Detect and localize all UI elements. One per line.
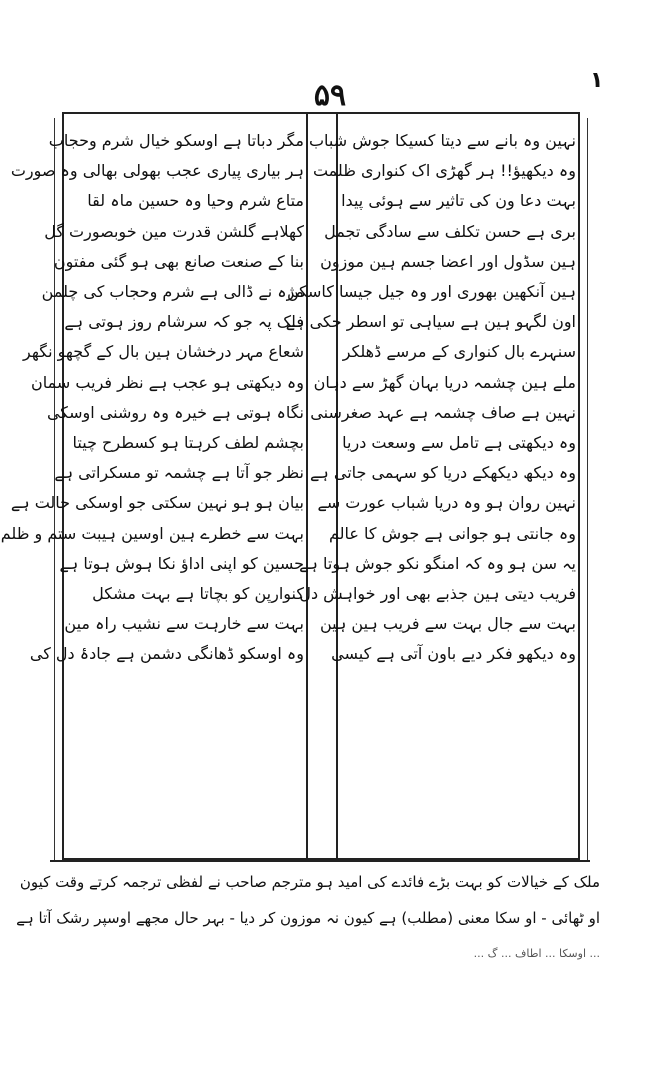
left-verse-column <box>0 126 304 670</box>
verse-line: وہ دیکھتی ہو عجب ہے نظر فریب سمان <box>31 372 304 392</box>
verse-line: ملے ہین چشمہ دریا بہان گھڑ سے دہان <box>313 372 576 392</box>
column-divider-left <box>306 112 308 860</box>
verse-line: شعاع مہر درخشان ہین بال کے گچھو نگھر <box>23 342 304 362</box>
verse-line: متاع شرم وحیا وہ حسین ماہ لقا <box>87 191 304 211</box>
verse-line: یہ سن ہو وہ کہ امنگو نکو جوش ہوتا ہے <box>299 553 576 573</box>
right-verse-column <box>285 126 576 670</box>
verse-line: وہ اوسکو ڈھانگی دشمن ہے جادۂ دل کی <box>29 644 304 664</box>
page-number: ۵۹ <box>313 78 347 113</box>
verse-line: کھلاہے گلشن قدرت مین خوبصورت گل <box>44 221 304 241</box>
verse-line: نہین روان ہو وہ دریا شباب عورت سے <box>317 493 576 513</box>
footnote-line-cut: ... اوسکا ... اطاف ... گ ... <box>473 947 600 960</box>
verse-line: بہت سے جال بہت سے فریب ہین ہین <box>319 614 576 634</box>
verse-line: نظر جو آتا ہے چشمہ تو مسکراتی ہے <box>54 463 304 483</box>
verse-line: مگر دباتا ہے اوسکو خیال شرم وحجاب <box>48 131 304 150</box>
verse-line: وہ دیکھو فکر دیے باون آتی ہے کیسی <box>331 644 576 664</box>
verse-line: فلک پہ جو کہ سرشام روز ہوتی ہے <box>64 312 304 332</box>
footnote-line: ملک کے خیالات کو بہت بڑے فائدے کی امید ہو مترجم صاحب نے لفظی ترجمہ کرتے وقت کیون <box>19 873 600 891</box>
verse-line: نہین ہے صاف چشمہ ہے عہد صغرسنی <box>310 402 576 422</box>
verse-line: وہ دیکھتی ہے تامل سے وسعت دریا <box>342 433 576 453</box>
verse-line: وہ دیکھ دیکھکے دریا کو سہمی جاتی ہے <box>310 463 576 483</box>
verse-line: بچشم لطف کرہتا ہو کسطرح چیتا <box>72 433 304 453</box>
verse-line: ہین آنکھین بھوری اور وہ جیل جیسا کاسکن <box>286 282 576 302</box>
verse-line: سنہرے بال کنواری کے مرسے ڈھلکر <box>342 342 576 362</box>
verse-line: فریب دیتی ہین جذبے بھی اور خواہش دل <box>299 584 576 604</box>
verse-line: ہین سڈول اور اعضا جسم ہین موزون <box>320 251 576 271</box>
verse-line: بیان ہو ہو نہین سکتی جو اوسکی حالت ہے <box>10 493 304 513</box>
verse-line: نہین وہ بانے سے دیتا کسیکا جوش شباب <box>308 131 576 150</box>
footnote-line: او ٹھائی - او سکا معنی (مطلب) ہے کیون نہ موزون کر دیا - بہر حال مجھے اوسپر رشک آتا ہے <box>16 909 600 927</box>
verse-line: بنا کے صنعت صانع بھی ہو گئی مفتون <box>53 251 304 271</box>
footnote <box>16 864 600 972</box>
verse-line: مژہ نے ڈالی ہے شرم وحجاب کی چلمن <box>41 282 304 302</box>
verse-line: ہر بیاری پیاری عجب بھولی بھالی وہ صورت <box>10 161 304 181</box>
verse-line: بہت دعا ون کی تاثیر سے ہوئی پیدا <box>341 191 576 211</box>
verse-line: بہت سے خارہت سے نشیب راہ مین <box>64 614 304 634</box>
verse-line: بری ہے حسن تکلف سے سادگی تجمل <box>324 221 576 241</box>
verse-line: حسین کو اپنی اداؤ نکا ہوش ہوتا ہے <box>59 553 304 573</box>
verse-line: کنوارپن کو بچاتا ہے بہت مشکل <box>92 584 304 604</box>
verse-line: نگاہ ہوتی ہے خیرہ وہ روشنی اوسکی <box>46 402 304 422</box>
verse-line: بہت سے خطرے ہین اوسین ہیبت ستم و ظلم <box>0 523 304 543</box>
verse-line: اون لگہو ہین ہے سیاہی تو اسطر حکی ہے <box>285 312 576 332</box>
corner-mark: ١ <box>590 68 604 93</box>
footnote-divider <box>50 860 590 862</box>
verse-line: وہ دیکھیؤ!! ہر گھڑی اک کنواری ظلمت <box>312 161 576 181</box>
verse-line: وہ جانتی ہو جوانی ہے جوش کا عالم <box>329 523 576 543</box>
